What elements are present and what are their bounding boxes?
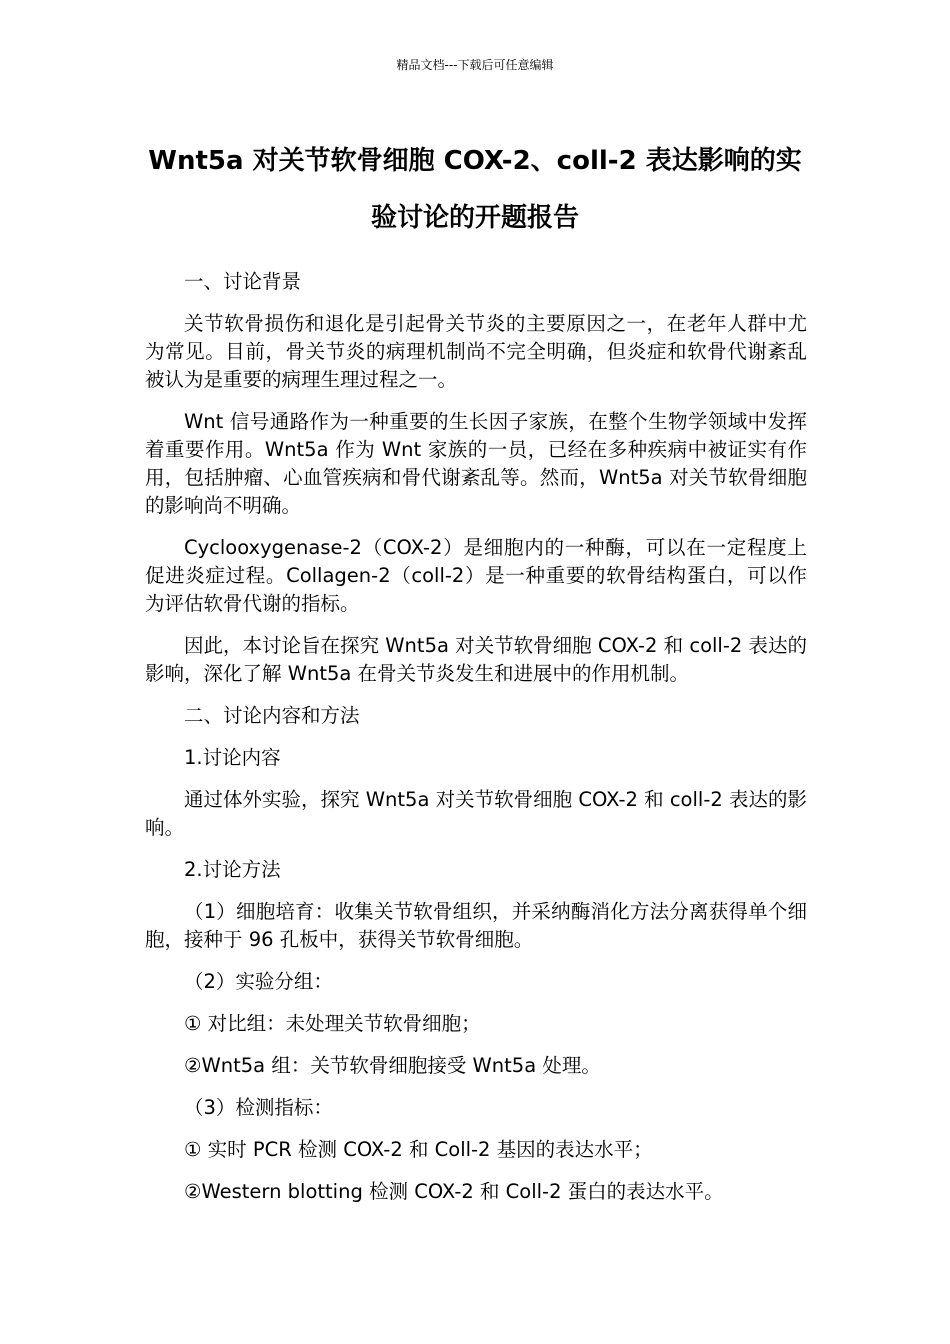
- paragraph: Cyclooxygenase-2（COX-2）是细胞内的一种酶，可以在一定程度上促进炎症过程。Collagen-2（coll-2）是一种重要的软骨结构蛋白，可以作为评估软骨代谢的指标。: [145, 536, 807, 615]
- indicator-item: ②Western blotting 检测 COX-2 和 Coll-2 蛋白的表达水平。: [184, 1180, 724, 1203]
- section-heading-content: 二、讨论内容和方法: [184, 704, 360, 727]
- indicator-item: ① 实时 PCR 检测 COX-2 和 Coll-2 基因的表达水平；: [184, 1138, 653, 1161]
- subsection-heading: 2.讨论方法: [184, 858, 281, 881]
- subsection-heading: 1.讨论内容: [184, 746, 281, 769]
- paragraph: 因此，本讨论旨在探究 Wnt5a 对关节软骨细胞 COX-2 和 coll-2 表达的影响，深化了解 Wnt5a 在骨关节炎发生和进展中的作用机制。: [145, 634, 807, 685]
- method-item: （3）检测指标：: [184, 1096, 333, 1119]
- paragraph: 通过体外实验，探究 Wnt5a 对关节软骨细胞 COX-2 和 coll-2 表达的影响。: [145, 788, 807, 839]
- method-item: （2）实验分组：: [184, 970, 333, 993]
- section-heading-background: 一、讨论背景: [184, 270, 302, 293]
- method-item: （1）细胞培育：收集关节软骨组织，并采纳酶消化方法分离获得单个细胞，接种于 96 孔板中，获得关节软骨细胞。: [145, 900, 807, 951]
- paragraph: Wnt 信号通路作为一种重要的生长因子家族，在整个生物学领域中发挥着重要作用。Wnt5a 作为 Wnt 家族的一员，已经在多种疾病中被证实有作用，包括肿瘤、心血管疾病和骨代谢紊乱等。然而，Wnt5a 对关节软骨细胞的影响尚不明确。: [145, 410, 807, 517]
- header-note: 精品文档---下载后可任意编辑: [396, 58, 554, 72]
- document-title: Wnt5a 对关节软骨细胞 COX-2、coll-2 表达影响的实验讨论的开题报告: [148, 146, 802, 233]
- paragraph: 关节软骨损伤和退化是引起骨关节炎的主要原因之一，在老年人群中尤为常见。目前，骨关节炎的病理机制尚不完全明确，但炎症和软骨代谢紊乱被认为是重要的病理生理过程之一。: [145, 312, 807, 391]
- group-item: ②Wnt5a 组：关节软骨细胞接受 Wnt5a 处理。: [184, 1054, 601, 1077]
- group-item: ① 对比组：未处理关节软骨细胞；: [184, 1012, 481, 1035]
- document-body: [145, 268, 807, 1220]
